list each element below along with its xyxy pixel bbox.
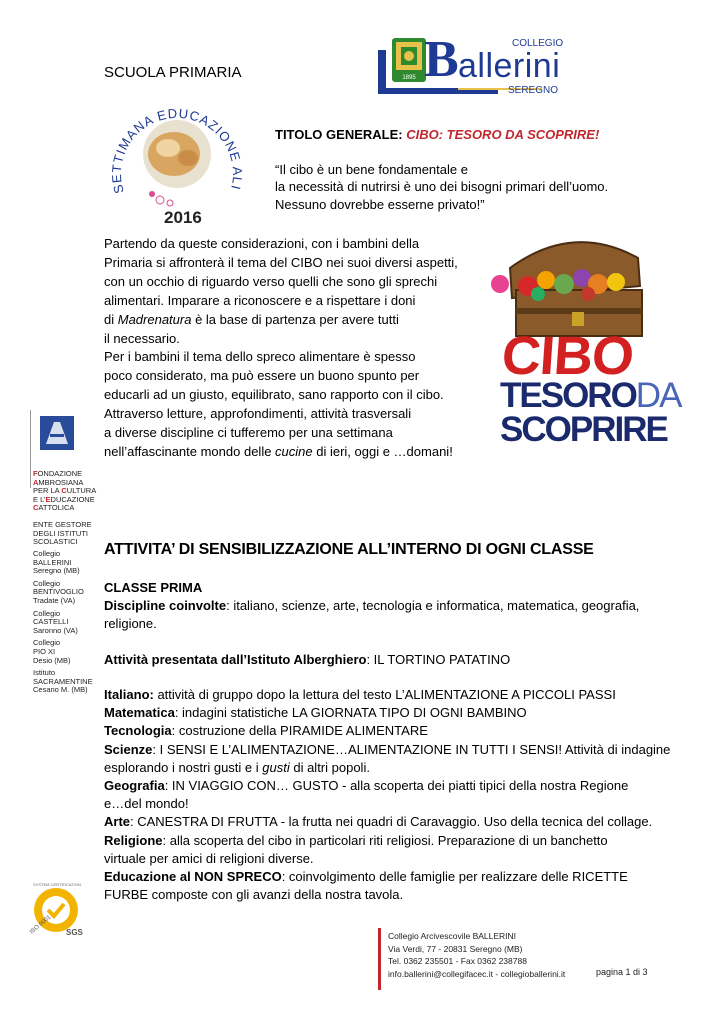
subject-tecnologia: Tecnologia: costruzione della PIRAMIDE ALIMENTARE bbox=[104, 723, 428, 739]
subject-religione: Religione: alla scoperta del cibo in particolari riti religiosi. Preparazione di un banchetto bbox=[104, 832, 608, 848]
foundation-line: FONDAZIONE bbox=[33, 469, 83, 478]
intro-line: di Madrenatura è la base di partenza per avere tutti bbox=[104, 311, 399, 327]
title-block bbox=[275, 126, 635, 213]
title-line bbox=[275, 126, 635, 144]
sidebar-vline bbox=[30, 410, 31, 488]
settimana-badge bbox=[102, 92, 252, 232]
iso-cert-top: SYSTEM CERTIFICATION bbox=[33, 882, 81, 887]
subject-educazione-2: FURBE composte con gli avanzi della nostra tavola. bbox=[104, 887, 404, 903]
title-label: TITOLO GENERALE bbox=[275, 127, 399, 142]
intro-line: alimentari. Imparare a riconoscere e a rispettare i doni bbox=[104, 292, 416, 308]
college-entry: Istituto SACRAMENTINE Cesano M. (MB) bbox=[33, 668, 93, 695]
intro-paragraph bbox=[104, 235, 484, 462]
colleges-list bbox=[33, 550, 107, 695]
foundation-line: E L’EDUCAZIONE bbox=[33, 494, 95, 504]
footer-address bbox=[388, 930, 628, 980]
logo-seal-year: 1895 bbox=[402, 75, 416, 81]
intro-line: Partendo da queste considerazioni, con i bambini della bbox=[104, 236, 420, 251]
subject-geografia-2: e…del mondo! bbox=[104, 796, 189, 812]
footer-line: Via Verdi, 77 - 20831 Seregno (MB) bbox=[388, 943, 523, 954]
disciplines-line: Discipline coinvolte: italiano, scienze, arte, tecnologia e informatica, matematica, geografia, bbox=[104, 598, 640, 613]
quote-line-3: Nessuno dovrebbe esserne privato!” bbox=[275, 196, 485, 212]
iso-certification-badge bbox=[30, 882, 86, 938]
treasure-chest-icon bbox=[488, 228, 658, 338]
logo-prefix: COLLEGIO bbox=[512, 38, 564, 49]
sgs-label: SGS bbox=[66, 928, 83, 937]
logo-seal-icon bbox=[392, 38, 426, 82]
iso-label: ISO 9001 bbox=[29, 914, 53, 936]
poster-word-tesoro-da bbox=[500, 378, 680, 414]
poster-word-cibo: CIBO bbox=[499, 326, 636, 386]
foundation-line: PER LA CULTURA bbox=[33, 486, 97, 496]
sidebar-logo-icon bbox=[40, 416, 74, 450]
poster-word-tesoro: TESORO bbox=[500, 376, 636, 415]
footer-line: Tel. 0362 235501 - Fax 0362 238788 bbox=[388, 956, 527, 967]
poster-word-da: DA bbox=[635, 376, 681, 415]
subject-scienze-2: esplorando i nostri gusti e i gusti di altri popoli. bbox=[104, 759, 370, 775]
intro-line: nell’affascinante mondo delle cucine di ieri, oggi e …domani! bbox=[104, 443, 453, 459]
page-number: pagina 1 di 3 bbox=[596, 967, 648, 977]
treasure-poster bbox=[488, 228, 681, 450]
poster-word-scoprire: SCOPRIRE bbox=[500, 410, 667, 449]
activity-line: Attività presentata dall’Istituto Alberghiero: IL TORTINO PATATINO bbox=[104, 652, 511, 667]
title-value: CIBO: TESORO DA SCOPRIRE! bbox=[406, 127, 600, 142]
subject-geografia: Geografia: IN VIAGGIO CON… GUSTO - alla scoperta dei piatti tipici della nostra Regione bbox=[104, 778, 629, 794]
section-heading: ATTIVITA’ DI SENSIBILIZZAZIONE ALL’INTERNO DI OGNI CLASSE bbox=[104, 541, 594, 558]
subject-arte: Arte: CANESTRA DI FRUTTA - la frutta nei quadri di Caravaggio. Uso della tecnica del collage. bbox=[104, 814, 653, 830]
class-title: CLASSE PRIMA bbox=[104, 580, 203, 595]
foundation-line: AMBROSIANA bbox=[33, 477, 84, 487]
intro-line: Attraverso letture, approfondimenti, attività trasversali bbox=[104, 406, 412, 422]
footer-red-bar bbox=[378, 928, 381, 990]
subject-scienze: Scienze: I SENSI E L’ALIMENTAZIONE…ALIMENTAZIONE IN TUTTI I SENSI! Attività di indagine bbox=[104, 741, 671, 757]
college-entry: Collegio PIO XI Desio (MB) bbox=[33, 638, 71, 665]
intro-line: educarli ad un giusto, equilibrato, sano rapporto con il cibo. bbox=[104, 387, 444, 403]
subject-matematica: Matematica: indagini statistiche LA GIORNATA TIPO DI OGNI BAMBINO bbox=[104, 705, 527, 721]
intro-line: il necessario. bbox=[104, 330, 180, 346]
college-entry: Collegio CASTELLI Saronno (VA) bbox=[33, 608, 78, 635]
foundation-line: CATTOLICA bbox=[33, 503, 75, 513]
subject-italiano: Italiano: attività di gruppo dopo la lettura del testo L’ALIMENTAZIONE A PICCOLI PASSI bbox=[104, 687, 616, 702]
intro-line: Primaria si affronterà il tema del CIBO nei suoi diversi aspetti, bbox=[104, 254, 458, 270]
footer-line: Collegio Arcivescovile BALLERINI bbox=[388, 931, 517, 941]
subjects-list bbox=[104, 686, 674, 904]
title-sep: : bbox=[398, 127, 407, 142]
school-label: SCUOLA PRIMARIA bbox=[104, 64, 242, 81]
intro-line: poco considerato, ma può essere un buono spunto per bbox=[104, 368, 420, 384]
subject-educazione: Educazione al NON SPRECO: coinvolgimento delle famiglie per realizzare delle RICETTE bbox=[104, 869, 628, 885]
collegio-ballerini-logo bbox=[378, 31, 578, 98]
logo-letter-b: B bbox=[424, 31, 459, 88]
badge-arc-title: SETTIMANA EDUCAZIONE ALI bbox=[108, 105, 246, 196]
ente-gestore: ENTE GESTORE DEGLI ISTITUTI SCOLASTICI bbox=[33, 520, 92, 547]
logo-name: allerini bbox=[458, 47, 561, 85]
subject-religione-2: virtuale per amici di religioni diverse. bbox=[104, 850, 314, 866]
badge-year: 2016 bbox=[164, 208, 202, 227]
class-block bbox=[104, 579, 664, 633]
foundation-name bbox=[33, 470, 103, 513]
quote-line-1: “Il cibo è un bene fondamentale e bbox=[275, 161, 468, 177]
quote-line-2: la necessità di nutrirsi è uno dei bisogni primari dell’uomo. bbox=[275, 179, 609, 194]
intro-line: a diverse discipline ci tufferemo per una settimana bbox=[104, 425, 393, 441]
disciplines-line-2: religione. bbox=[104, 616, 157, 631]
college-entry: Collegio BENTIVOGLIO Tradate (VA) bbox=[33, 578, 84, 605]
intro-line: con un occhio di riguardo verso quelli che sono gli sprechi bbox=[104, 273, 438, 289]
college-entry: Collegio BALLERINI Seregno (MB) bbox=[33, 549, 80, 576]
footer-line: info.ballerini@collegifacec.it - collegioballerini.it bbox=[388, 968, 566, 979]
intro-line: Per i bambini il tema dello spreco alimentare è spesso bbox=[104, 349, 416, 365]
logo-city: SEREGNO bbox=[508, 85, 559, 96]
